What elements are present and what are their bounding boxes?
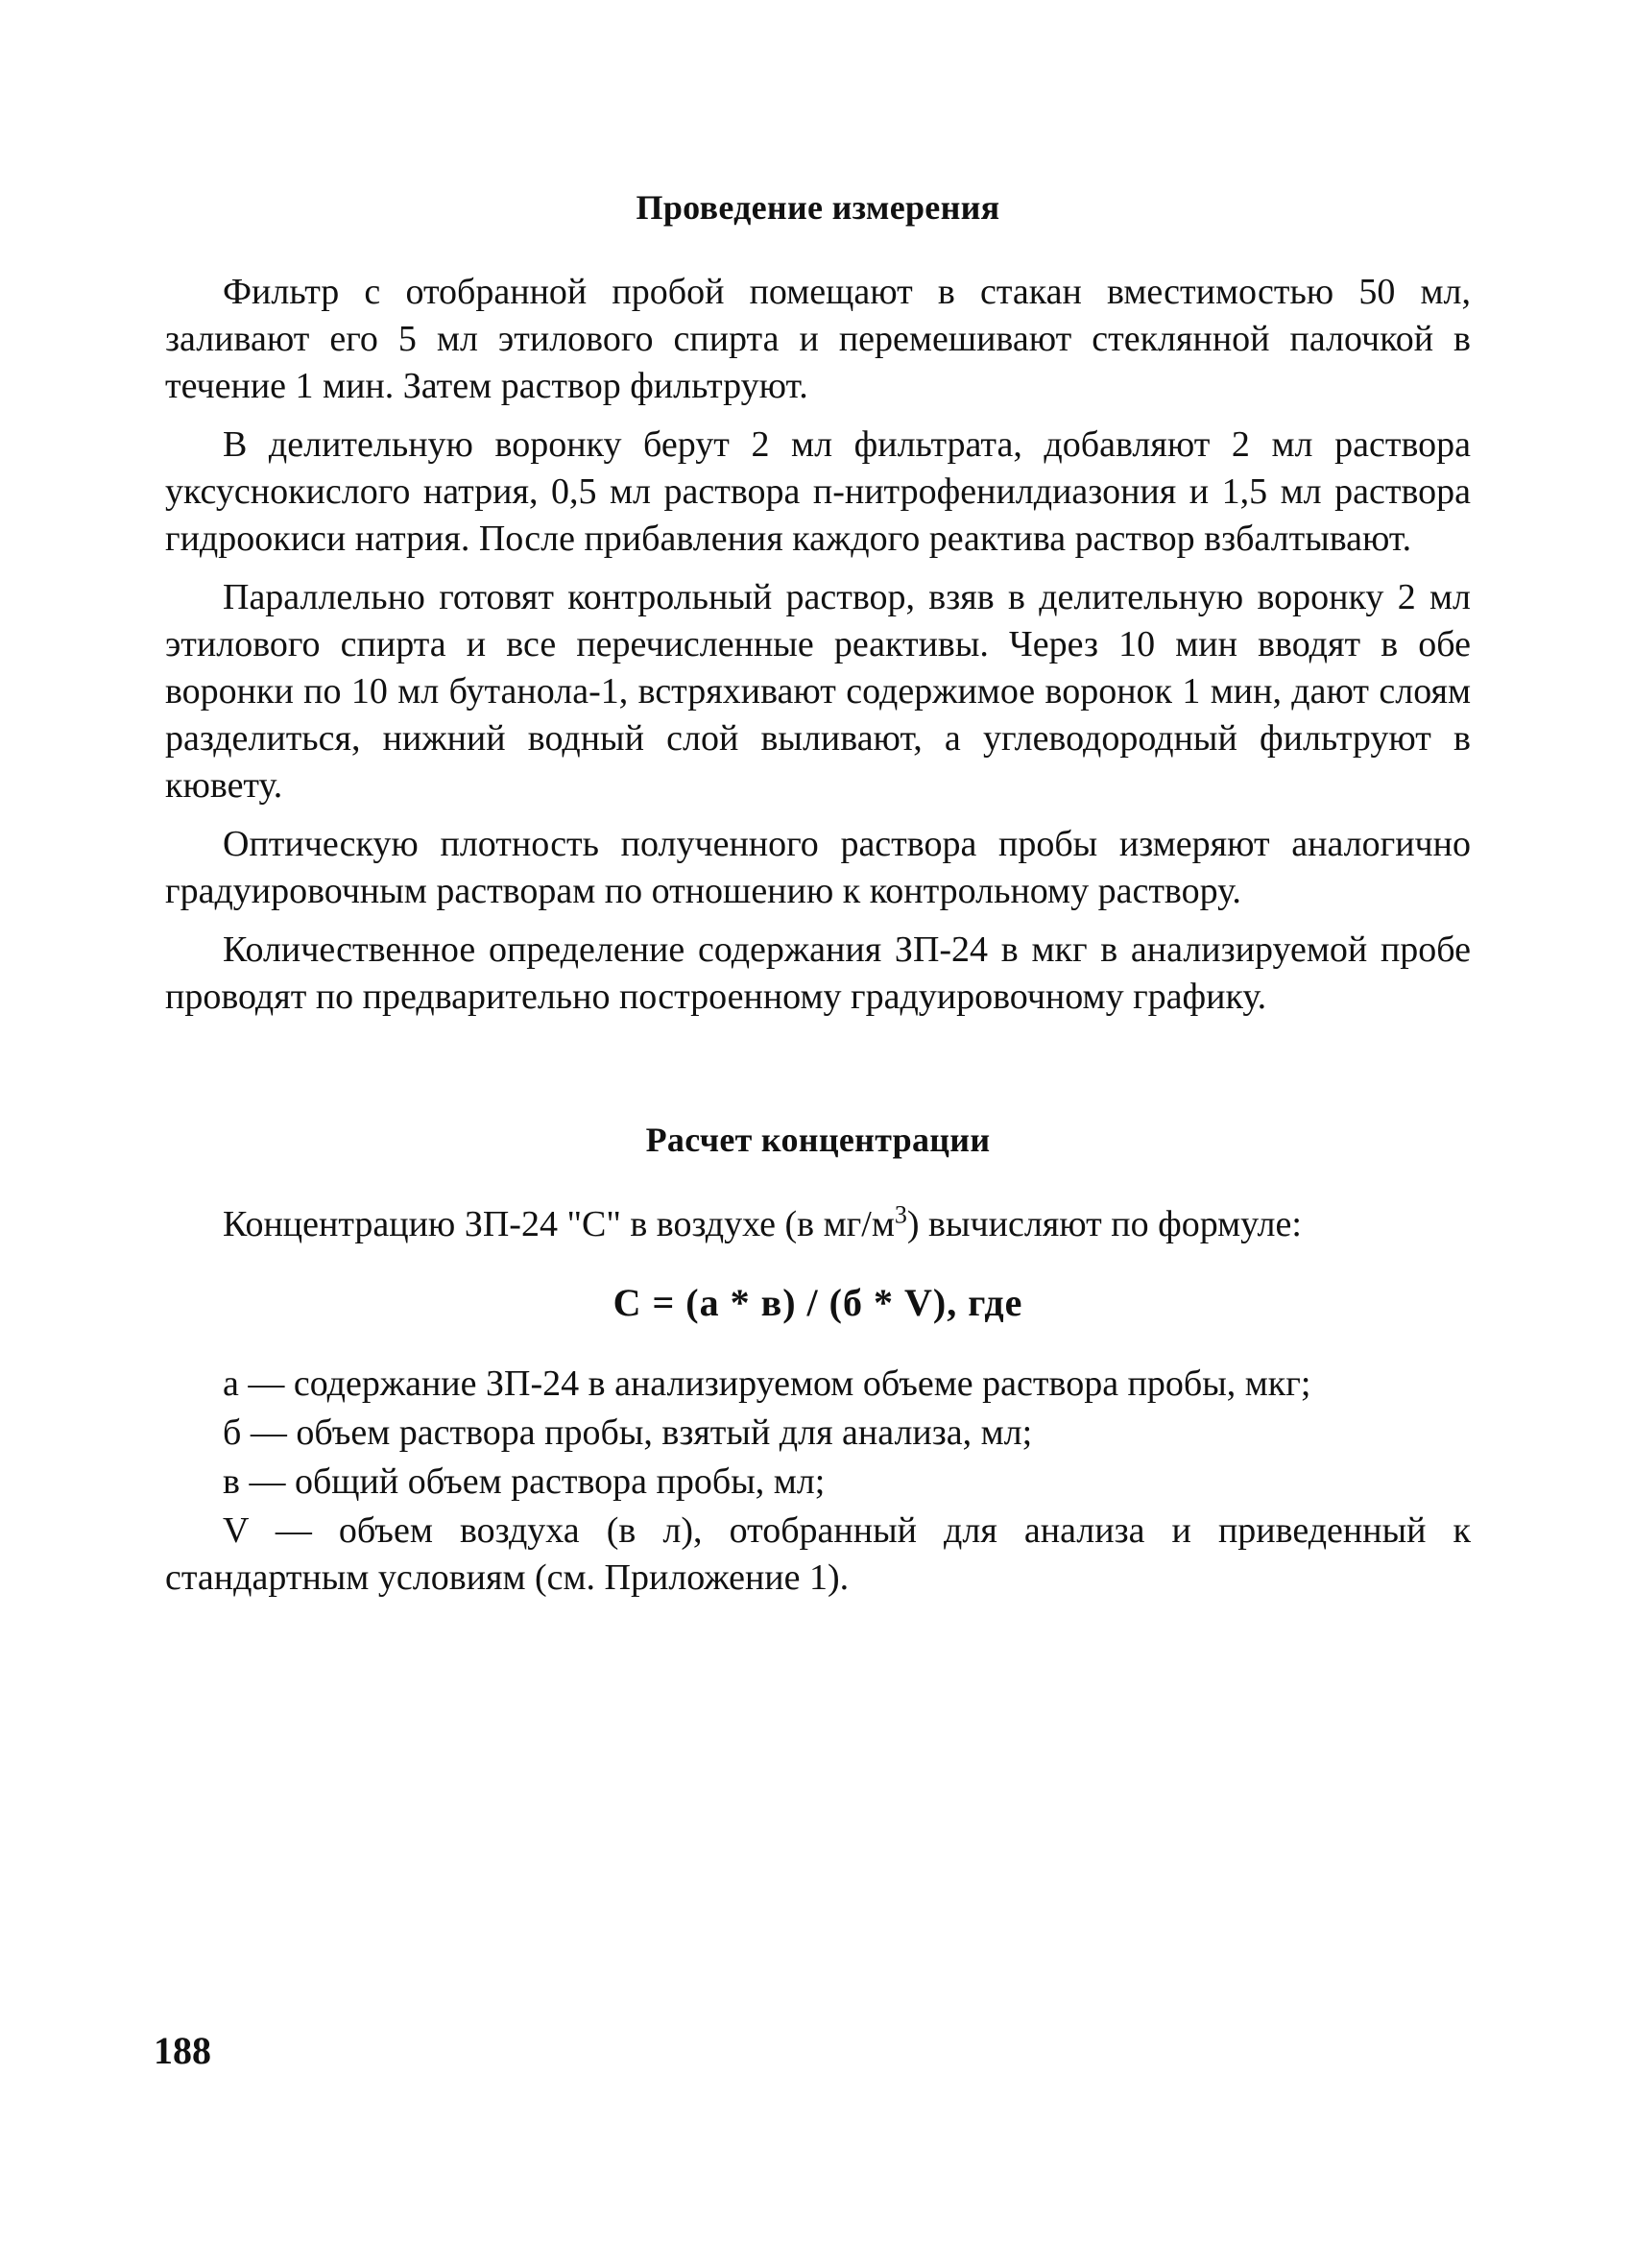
paragraph: Оптическую плотность полученного раствора пробы измеряют аналогично градуировочным растворам по отношению к контрольному раствору. (165, 824, 1471, 911)
definition-v: в — общий объем раствора пробы, мл; (223, 1461, 826, 1502)
concentration-formula: С = (а * в) / (б * V), где (612, 1281, 1023, 1324)
definition-volume: V — объем воздуха (в л), отобранный для анализа и приведенный к стандартным условиям (см. Приложение 1). (165, 1510, 1471, 1598)
paragraph: Количественное определение содержания ЗП-24 в мкг в анализируемой пробе проводят по предварительно построенному градуировочному графику. (165, 929, 1471, 1017)
definition-b: б — объем раствора пробы, взятый для анализа, мл; (223, 1412, 1033, 1453)
paragraph: В делительную воронку берут 2 мл фильтрата, добавляют 2 мл раствора уксуснокислого натрия, 0,5 мл раствора п-нитрофенилдиазония и 1,5 мл раствора гидроокиси натрия. После прибавления каждого реактива раствор взбалтывают. (165, 424, 1471, 559)
superscript-three: 3 (894, 1200, 907, 1229)
formula-intro-text: Концентрацию ЗП-24 "С" в воздухе (в мг/м (223, 1204, 895, 1244)
section-title-measurement: Проведение измерения (636, 188, 1000, 227)
section-title-calculation: Расчет концентрации (645, 1121, 991, 1159)
paragraph: Параллельно готовят контрольный раствор, взяв в делительную воронку 2 мл этилового спирта и все перечисленные реактивы. Через 10 мин вводят в обе воронки по 10 мл бутанола-1, встряхивают содержимое воронок 1 мин, дают слоям разделиться, нижний водный слой выливают, а углеводородный фильтруют в кювету. (165, 577, 1471, 806)
variable-definitions (165, 1361, 1471, 1602)
formula-intro (165, 1201, 1471, 1248)
definition-a: а — содержание ЗП-24 в анализируемом объеме раствора пробы, мкг; (223, 1363, 1311, 1404)
formula-intro-text-end: ) вычисляют по формуле: (906, 1204, 1302, 1244)
page-number: 188 (154, 2029, 211, 2072)
page-body (165, 173, 1471, 1604)
paragraph: Фильтр с отобранной пробой помещают в стакан вместимостью 50 мл, заливают его 5 мл этилового спирта и перемешивают стеклянной палочкой в течение 1 мин. Затем раствор фильтруют. (165, 272, 1471, 406)
